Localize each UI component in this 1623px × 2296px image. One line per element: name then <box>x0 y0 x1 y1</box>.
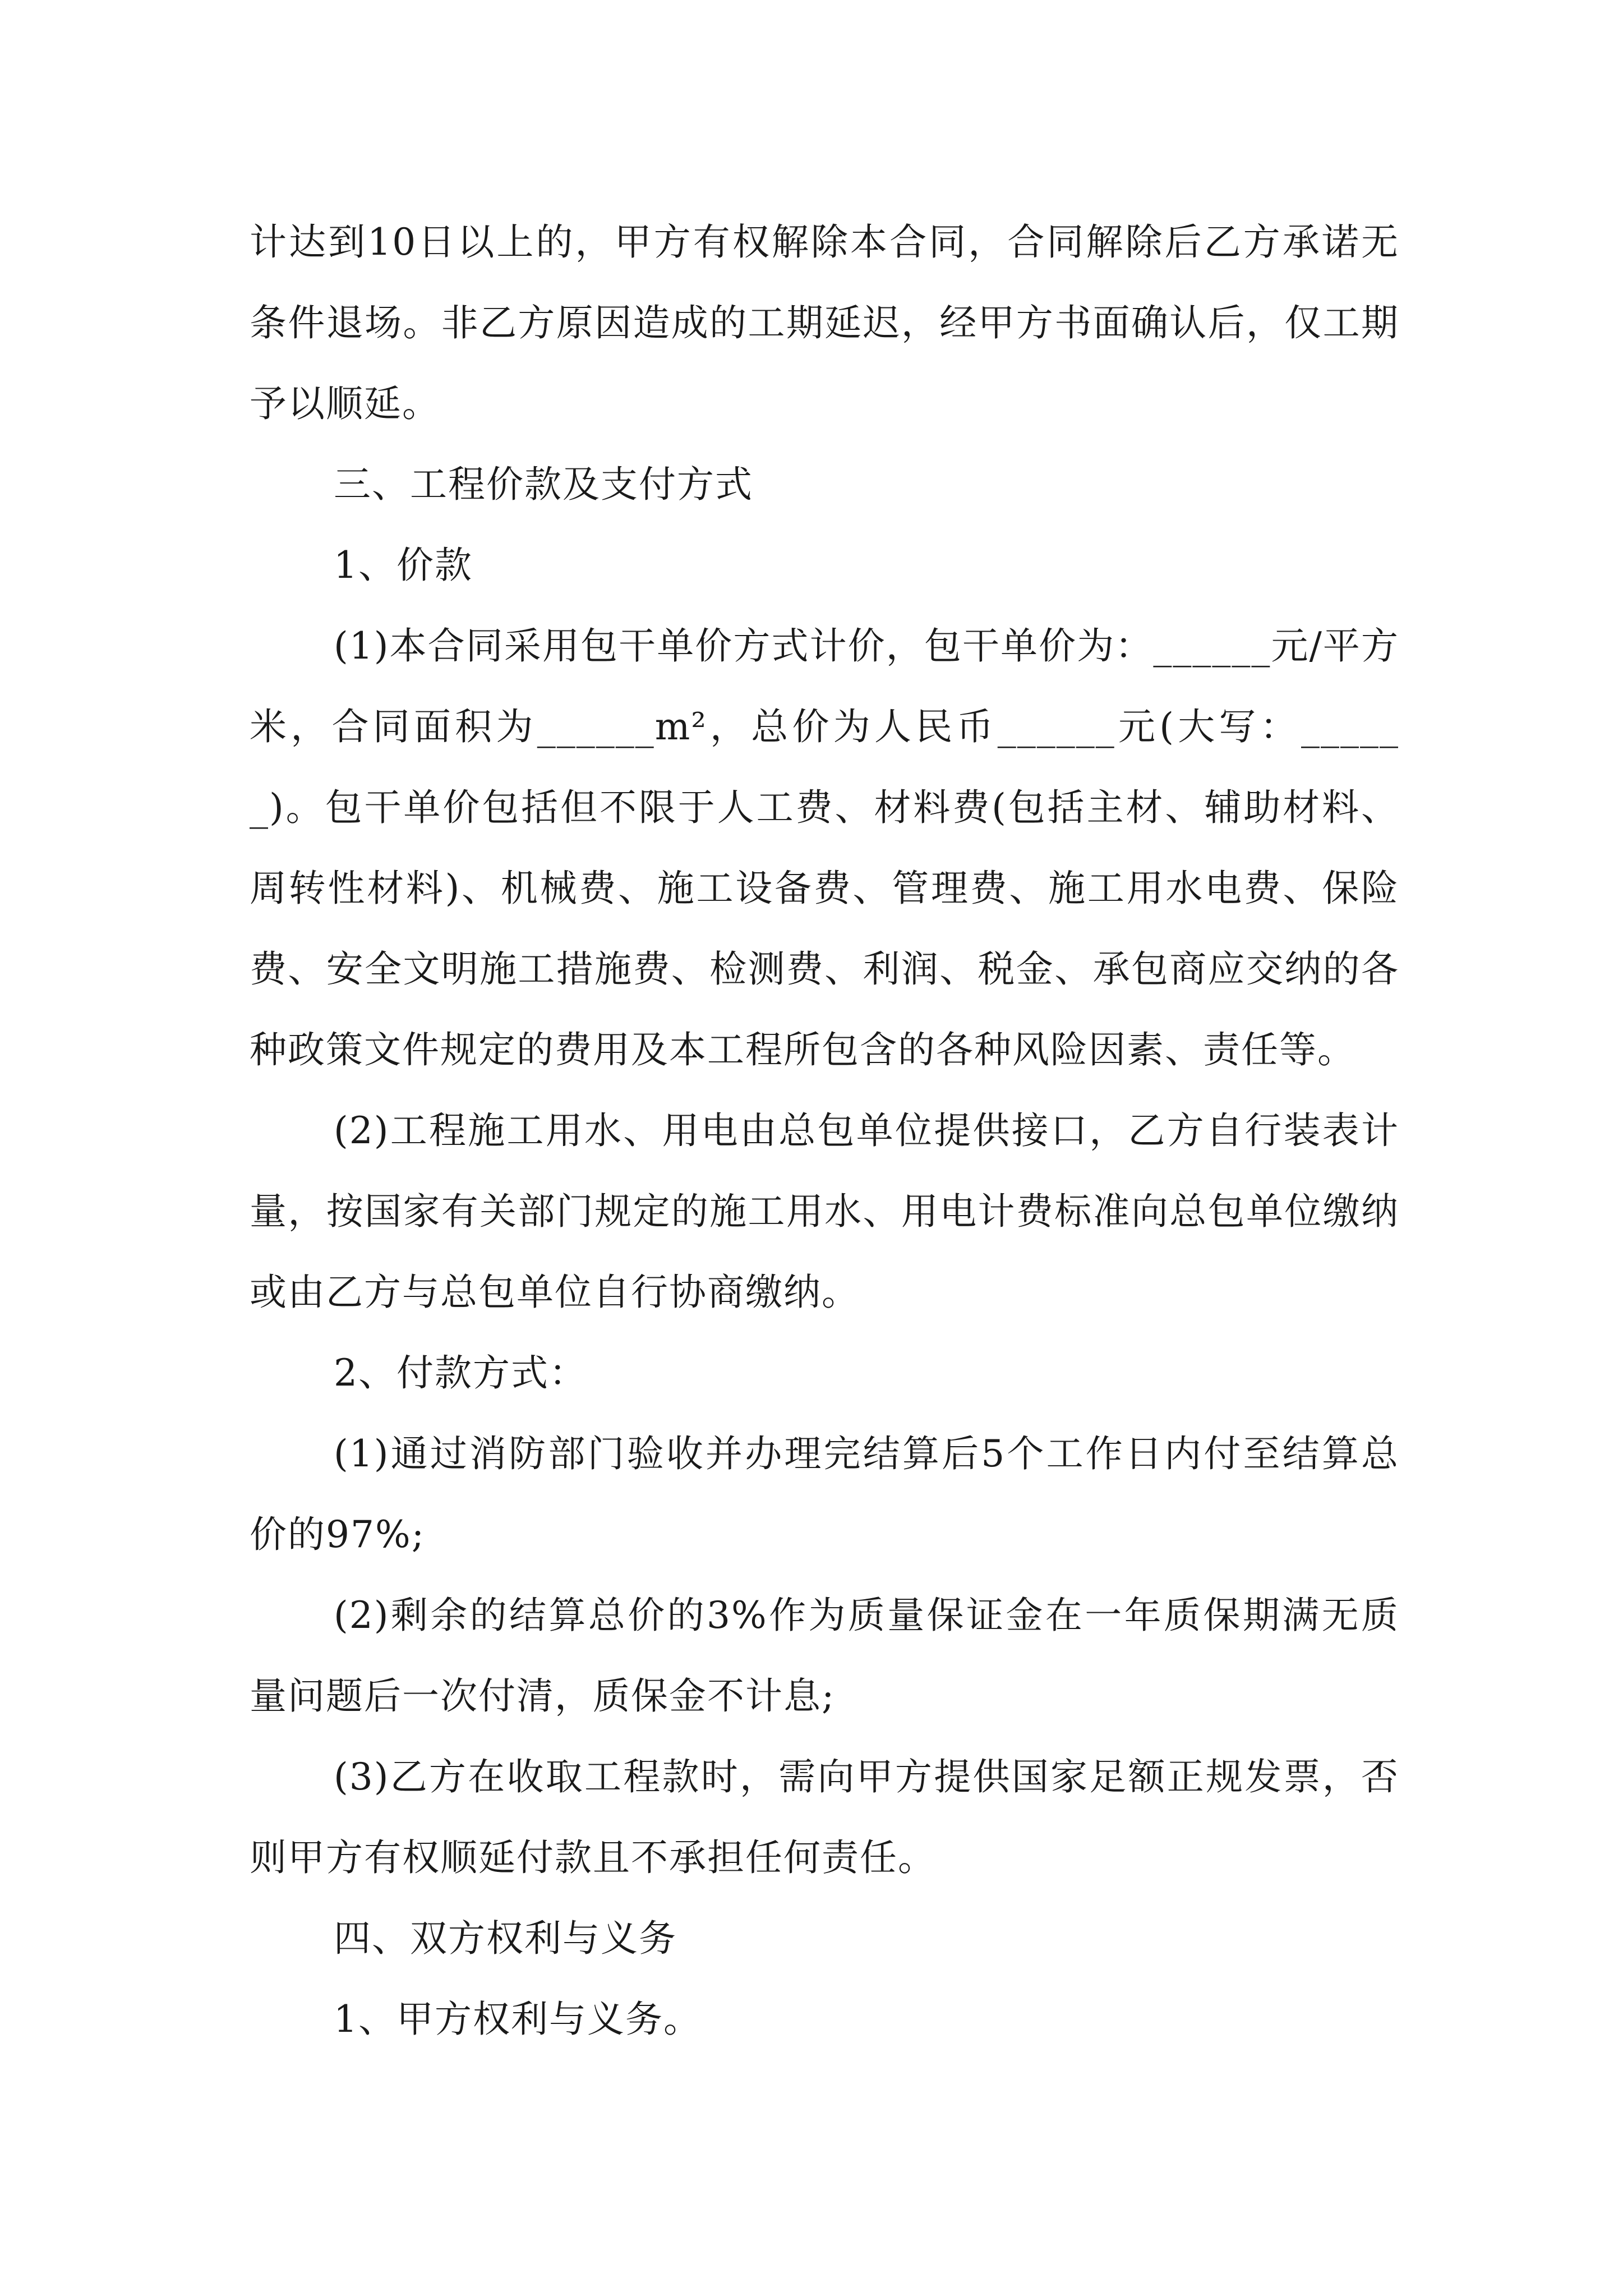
paragraph-unit-price: (1)本合同采用包干单价方式计价，包干单价为：______元/平方米，合同面积为______m²，总价为人民币______元(大写：______)。包干单价包括但不限于人工费、材料费(包括主材、辅助材料、周转性材料)、机械费、施工设备费、管理费、施工用水电费、保险费、安全文明施工措施费、检测费、利润、税金、承包商应交纳的各种政策文件规定的费用及本工程所包含的各种风险因素、责任等。 <box>250 624 1399 1071</box>
paragraph-termination-clause: 计达到10日以上的，甲方有权解除本合同，合同解除后乙方承诺无条件退场。非乙方原因造成的工期延迟，经甲方书面确认后，仅工期予以顺延。 <box>250 220 1399 425</box>
paragraph-payment-item-2: (2)剩余的结算总价的3%作为质量保证金在一年质保期满无质量问题后一次付清，质保金不计息; <box>250 1594 1399 1718</box>
subheading-party-a-rights: 1、甲方权利与义务。 <box>334 1998 702 2041</box>
subheading-payment-method: 2、付款方式： <box>334 1351 587 1395</box>
paragraph-payment-item-3: (3)乙方在收取工程款时，需向甲方提供国家足额正规发票，否则甲方有权顺延付款且不承担任何责任。 <box>250 1755 1399 1879</box>
paragraph-payment-item-1: (1)通过消防部门验收并办理完结算后5个工作日内付至结算总价的97%; <box>250 1432 1399 1556</box>
subheading-price: 1、价款 <box>334 544 473 587</box>
section-heading-rights-obligations: 四、双方权利与义务 <box>334 1917 677 1960</box>
document-body <box>250 202 1399 2060</box>
section-heading-price-and-payment: 三、工程价款及支付方式 <box>334 463 753 506</box>
paragraph-water-electricity: (2)工程施工用水、用电由总包单位提供接口，乙方自行装表计量，按国家有关部门规定的施工用水、用电计费标准向总包单位缴纳或由乙方与总包单位自行协商缴纳。 <box>250 1109 1399 1314</box>
